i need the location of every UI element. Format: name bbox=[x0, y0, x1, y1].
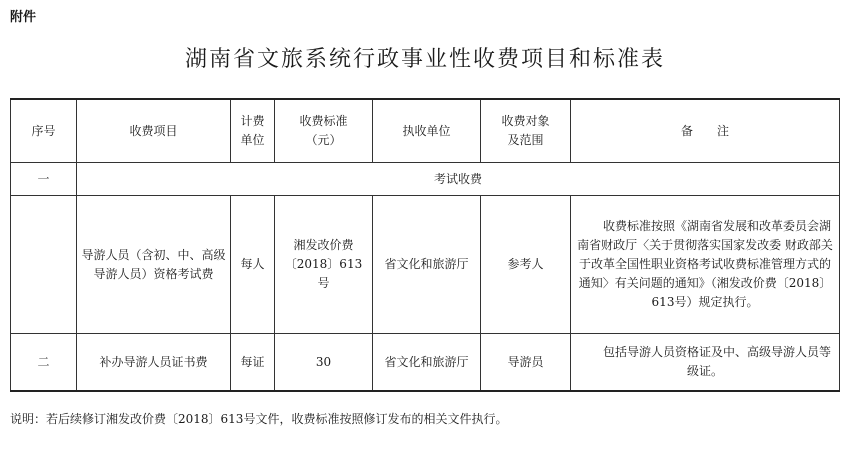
header-scope bbox=[481, 99, 571, 163]
fee-table bbox=[10, 98, 840, 392]
cell-remark bbox=[571, 334, 840, 392]
header-standard-line2: （元） bbox=[305, 133, 342, 147]
cell-collector: 省文化和旅游厅 bbox=[373, 334, 481, 392]
footnote: 说明：若后续修订湘发改价费〔2018〕613号文件，收费标准按照修订发布的相关文件执行。 bbox=[10, 412, 508, 426]
cell-scope: 参考人 bbox=[481, 196, 571, 334]
cell-scope: 导游员 bbox=[481, 334, 571, 392]
cell-unit: 每人 bbox=[231, 196, 275, 334]
remark-text: 收费标准按照《湖南省发展和改革委员会湖南省财政厅〈关于贯彻落实国家发改委 财政部关于改革全国性职业资格考试收费标准管理方式的通知〉有关问题的通知》（湘发改价费〔2018〕613号）规定执行。 bbox=[577, 219, 833, 309]
header-standard bbox=[275, 99, 373, 163]
header-collector: 执收单位 bbox=[373, 99, 481, 163]
header-unit-line1: 计费 bbox=[240, 114, 265, 128]
header-unit-line2: 单位 bbox=[240, 133, 265, 147]
header-scope-line1: 收费对象 bbox=[501, 114, 550, 128]
header-remark: 备 注 bbox=[571, 99, 840, 163]
attachment-label: 附件 bbox=[10, 10, 37, 25]
header-unit bbox=[231, 99, 275, 163]
category-label: 考试收费 bbox=[77, 163, 840, 196]
cell-seq bbox=[11, 196, 77, 334]
header-item: 收费项目 bbox=[77, 99, 231, 163]
category-row bbox=[11, 163, 840, 196]
header-seq: 序号 bbox=[11, 99, 77, 163]
remark-text: 包括导游人员资格证及中、高级导游人员等级证。 bbox=[602, 345, 831, 378]
cell-standard: 湘发改价费〔2018〕613号 bbox=[275, 196, 373, 334]
category-seq: 一 bbox=[11, 163, 77, 196]
page-title: 湖南省文旅系统行政事业性收费项目和标准表 bbox=[184, 47, 665, 72]
header-scope-line2: 及范围 bbox=[507, 133, 544, 147]
cell-collector: 省文化和旅游厅 bbox=[373, 196, 481, 334]
cell-item: 导游人员（含初、中、高级导游人员）资格考试费 bbox=[77, 196, 231, 334]
table-header-row bbox=[11, 99, 840, 163]
table-row bbox=[11, 196, 840, 334]
cell-item: 补办导游人员证书费 bbox=[77, 334, 231, 392]
cell-seq: 二 bbox=[11, 334, 77, 392]
cell-standard: 30 bbox=[275, 334, 373, 392]
cell-unit: 每证 bbox=[231, 334, 275, 392]
cell-remark bbox=[571, 196, 840, 334]
table-row bbox=[11, 334, 840, 392]
header-standard-line1: 收费标准 bbox=[299, 114, 348, 128]
